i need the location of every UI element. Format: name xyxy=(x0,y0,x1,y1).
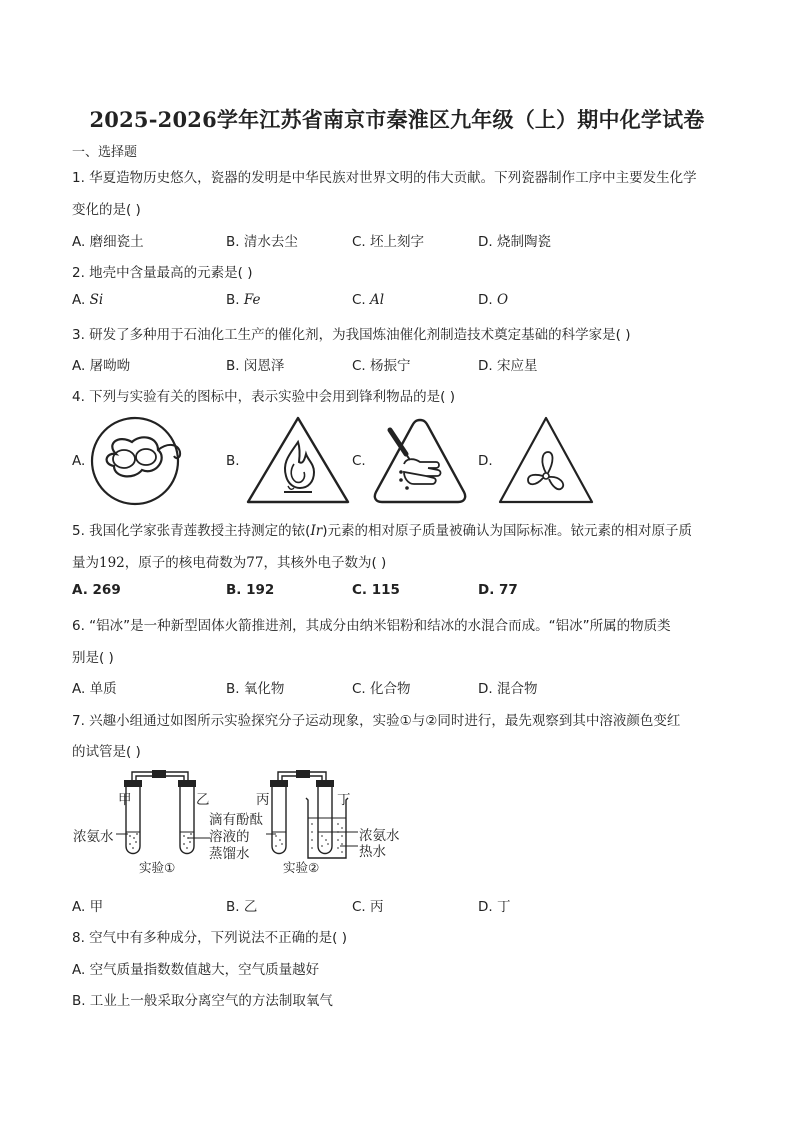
question-3-stem: 3. 研发了多种用于石油化工生产的催化剂，为我国炼油催化剂制造技术奠定基础的科学家是( ) xyxy=(72,327,631,343)
question-2-stem: 2. 地壳中含量最高的元素是( ) xyxy=(72,265,253,281)
question-1-option-a: A. 磨细瓷土 xyxy=(72,234,144,250)
question-5-option-d: D. 77 xyxy=(478,582,518,598)
question-6-option-d: D. 混合物 xyxy=(478,681,538,697)
question-7-option-d: D. 丁 xyxy=(478,899,511,915)
question-8-stem: 8. 空气中有多种成分，下列说法不正确的是( ) xyxy=(72,930,347,946)
experiment-1-apparatus xyxy=(116,770,210,854)
question-6-line1: 6. “铝冰”是一种新型固体火箭推进剂，其成分由纳米铝粉和结冰的水混合而成。“铝冰”所属的物质类 xyxy=(72,618,671,634)
label-ammonia-left: 浓氨水 xyxy=(73,829,114,845)
label-phenolphthalein-1: 滴有酚酞 xyxy=(209,812,263,828)
label-tube-bing: 丙 xyxy=(256,792,270,808)
question-4-option-b: B. xyxy=(226,453,240,469)
label-phenolphthalein-2: 溶液的 xyxy=(209,829,250,845)
question-2-option-b: B. Fe xyxy=(226,292,261,308)
question-3-option-c: C. 杨振宁 xyxy=(352,358,411,374)
question-4-option-a: A. xyxy=(72,453,86,469)
question-7-option-c: C. 丙 xyxy=(352,899,384,915)
question-5-option-a: A. 269 xyxy=(72,582,121,598)
page-title: 2025-2026学年江苏省南京市秦淮区九年级（上）期中化学试卷 xyxy=(89,107,705,132)
label-experiment-2: 实验② xyxy=(283,860,320,875)
section-heading: 一、选择题 xyxy=(72,145,138,160)
label-tube-jia: 甲 xyxy=(118,792,132,808)
question-8-option-b: B. 工业上一般采取分离空气的方法制取氧气 xyxy=(72,993,333,1009)
label-experiment-1: 实验① xyxy=(139,860,176,875)
label-hot-water: 热水 xyxy=(359,844,386,860)
label-tube-ding: 丁 xyxy=(337,792,351,808)
question-7-option-a: A. 甲 xyxy=(72,899,104,915)
question-1-option-d: D. 烧制陶瓷 xyxy=(478,234,551,250)
label-phenolphthalein-3: 蒸馏水 xyxy=(209,846,250,862)
question-3-option-d: D. 宋应星 xyxy=(478,358,538,374)
question-3-option-a: A. 屠呦呦 xyxy=(72,358,131,374)
flame-warning-icon xyxy=(244,414,352,506)
question-7-line2: 的试管是( ) xyxy=(72,744,141,760)
question-5-line1: 5. 我国化学家张青莲教授主持测定的铱(Ir)元素的相对原子质量被确认为国际标准。铱元素的相对原子质 xyxy=(72,523,693,539)
question-1-line1: 1. 华夏造物历史悠久，瓷器的发明是中华民族对世界文明的伟大贡献。下列瓷器制作工序中主要发生化学 xyxy=(72,170,697,186)
question-4-option-d: D. xyxy=(478,453,493,469)
goggles-icon xyxy=(88,414,188,508)
question-7-line1: 7. 兴趣小组通过如图所示实验探究分子运动现象，实验①与②同时进行，最先观察到其中溶液颜色变红 xyxy=(72,713,681,729)
question-4-stem: 4. 下列与实验有关的图标中，表示实验中会用到锋利物品的是( ) xyxy=(72,389,455,405)
question-5-option-b: B. 192 xyxy=(226,582,275,598)
question-6-option-b: B. 氧化物 xyxy=(226,681,285,697)
question-2-option-a: A. Si xyxy=(72,292,104,308)
question-6-line2: 别是( ) xyxy=(72,650,114,666)
experiment-2-apparatus xyxy=(266,770,358,858)
question-1-option-c: C. 坯上刻字 xyxy=(352,234,425,250)
question-6-option-c: C. 化合物 xyxy=(352,681,411,697)
question-1-line2: 变化的是( ) xyxy=(72,202,141,218)
question-4-option-c: C. xyxy=(352,453,366,469)
question-2-option-c: C. Al xyxy=(352,292,385,308)
question-3-option-b: B. 闵恩泽 xyxy=(226,358,285,374)
question-5-line2: 量为192，原子的核电荷数为77，其核外电子数为( ) xyxy=(72,555,387,571)
fan-ventilation-icon xyxy=(496,414,596,506)
question-2-option-d: D. O xyxy=(478,292,509,308)
question-6-option-a: A. 单质 xyxy=(72,681,117,697)
label-ammonia-right: 浓氨水 xyxy=(359,828,400,844)
question-1-option-b: B. 清水去尘 xyxy=(226,234,298,250)
question-8-option-a: A. 空气质量指数数值越大，空气质量越好 xyxy=(72,962,320,978)
label-tube-yi: 乙 xyxy=(196,792,210,808)
sharp-object-icon xyxy=(370,414,470,506)
question-5-option-c: C. 115 xyxy=(352,582,400,598)
question-7-option-b: B. 乙 xyxy=(226,899,258,915)
